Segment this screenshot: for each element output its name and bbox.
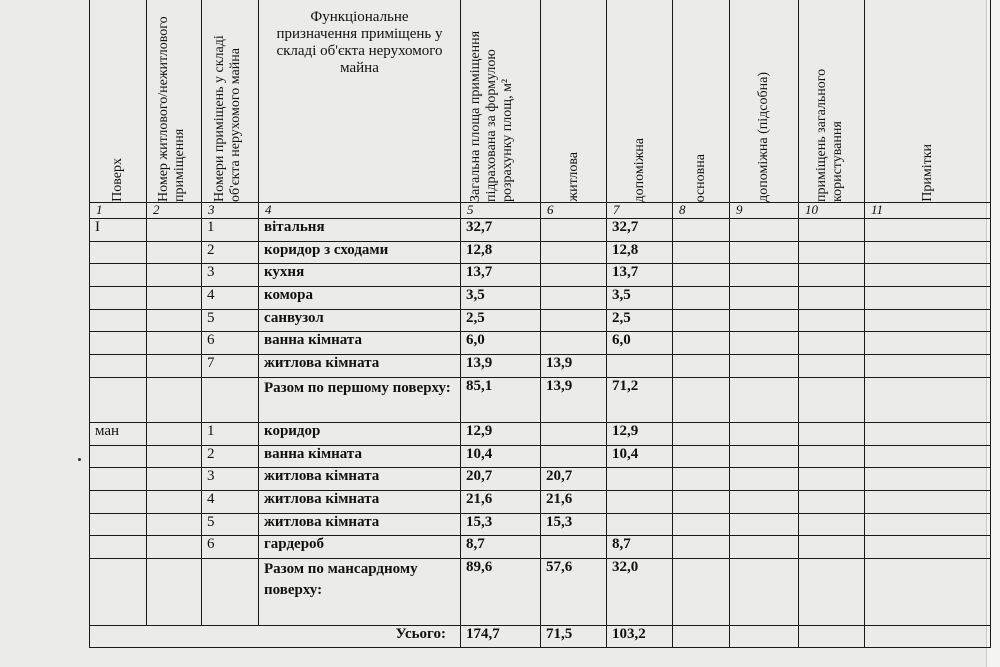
- room-name-cell: санвузол: [259, 309, 461, 332]
- empty-cell: [799, 241, 865, 264]
- empty-cell: [865, 468, 991, 491]
- empty-cell: [730, 264, 799, 287]
- aux-area-cell: 32,7: [607, 219, 673, 242]
- index-cell: 9: [730, 203, 799, 219]
- subtotal-label: Разом по мансардному поверху:: [259, 558, 461, 625]
- room-number-cell: 5: [202, 513, 259, 536]
- floor-cell: ман: [90, 422, 147, 445]
- empty-cell: [730, 219, 799, 242]
- floor-cell: [90, 513, 147, 536]
- living-area-cell: [541, 309, 607, 332]
- header-utility: допоміжна (підсобна): [730, 0, 799, 203]
- header-living: житлова: [541, 0, 607, 203]
- empty-cell: [673, 445, 730, 468]
- empty-cell: [673, 377, 730, 422]
- grand-total-row: [90, 625, 991, 647]
- empty-cell: [865, 625, 991, 647]
- empty-cell: [865, 355, 991, 378]
- room-name-cell: житлова кімната: [259, 468, 461, 491]
- empty-cell: [865, 264, 991, 287]
- header-main: основна: [673, 0, 730, 203]
- empty-cell: [730, 513, 799, 536]
- floor-cell: [90, 241, 147, 264]
- floor-cell: [90, 309, 147, 332]
- empty-cell: [673, 219, 730, 242]
- grand-total-area: 174,7: [461, 625, 541, 647]
- aux-area-cell: 10,4: [607, 445, 673, 468]
- empty-cell: [673, 241, 730, 264]
- empty-cell: [673, 558, 730, 625]
- empty-cell: [865, 309, 991, 332]
- room-number-cell: 7: [202, 355, 259, 378]
- empty-cell: [673, 355, 730, 378]
- aux-area-cell: 8,7: [607, 536, 673, 559]
- header-row: [90, 0, 991, 203]
- empty-cell: [730, 468, 799, 491]
- table-row: [90, 309, 991, 332]
- empty-cell: [730, 558, 799, 625]
- living-area-cell: [541, 332, 607, 355]
- subtotal-row: [90, 558, 991, 625]
- index-cell: 1: [90, 203, 147, 219]
- premises-cell: [147, 332, 202, 355]
- empty-cell: [799, 625, 865, 647]
- floor-cell: [90, 445, 147, 468]
- header-notes: Примітки: [865, 0, 991, 203]
- table-row: [90, 536, 991, 559]
- subtotal-total: 89,6: [461, 558, 541, 625]
- aux-area-cell: [607, 355, 673, 378]
- table-row: [90, 422, 991, 445]
- room-number-cell: 4: [202, 490, 259, 513]
- room-name-cell: житлова кімната: [259, 490, 461, 513]
- room-name-cell: коридор: [259, 422, 461, 445]
- empty-cell: [799, 422, 865, 445]
- living-area-cell: [541, 422, 607, 445]
- empty-cell: [673, 625, 730, 647]
- table-row: [90, 287, 991, 310]
- header-floor: Поверх: [90, 0, 147, 203]
- header-total-area: Загальна площа приміщення підрахована за формулою розрахунку площ, м²: [461, 0, 541, 203]
- index-cell: 3: [202, 203, 259, 219]
- floor-cell: I: [90, 219, 147, 242]
- total-area-cell: 2,5: [461, 309, 541, 332]
- empty-cell: [865, 422, 991, 445]
- total-area-cell: 6,0: [461, 332, 541, 355]
- table-row: [90, 332, 991, 355]
- empty-cell: [730, 355, 799, 378]
- living-area-cell: 15,3: [541, 513, 607, 536]
- living-area-cell: [541, 536, 607, 559]
- empty-cell: [865, 241, 991, 264]
- empty-cell: [673, 468, 730, 491]
- floor-cell: [90, 332, 147, 355]
- total-area-cell: 15,3: [461, 513, 541, 536]
- empty-cell: [799, 355, 865, 378]
- room-number-cell: 6: [202, 332, 259, 355]
- empty-cell: [799, 332, 865, 355]
- empty-cell: [799, 287, 865, 310]
- living-area-cell: [541, 219, 607, 242]
- living-area-cell: [541, 287, 607, 310]
- empty-cell: [865, 536, 991, 559]
- empty-cell: [673, 332, 730, 355]
- aux-area-cell: 12,8: [607, 241, 673, 264]
- index-row: [90, 203, 991, 219]
- empty-cell: [799, 536, 865, 559]
- total-area-cell: 12,9: [461, 422, 541, 445]
- room-name-cell: житлова кімната: [259, 513, 461, 536]
- total-area-cell: 13,7: [461, 264, 541, 287]
- premises-cell: [147, 445, 202, 468]
- empty-cell: [673, 309, 730, 332]
- room-number-cell: 2: [202, 445, 259, 468]
- subtotal-label: Разом по першому поверху:: [259, 377, 461, 422]
- empty-cell: [799, 377, 865, 422]
- living-area-cell: [541, 241, 607, 264]
- premises-cell: [147, 536, 202, 559]
- living-area-cell: 21,6: [541, 490, 607, 513]
- empty-cell: [799, 445, 865, 468]
- total-area-cell: 10,4: [461, 445, 541, 468]
- index-cell: 11: [865, 203, 991, 219]
- table-row: [90, 490, 991, 513]
- subtotal-row: [90, 377, 991, 422]
- floor-cell: [90, 355, 147, 378]
- premises-cell: [147, 377, 202, 422]
- index-cell: 8: [673, 203, 730, 219]
- floor-cell: [90, 536, 147, 559]
- empty-cell: [730, 287, 799, 310]
- aux-area-cell: [607, 490, 673, 513]
- empty-cell: [799, 490, 865, 513]
- table-row: [90, 355, 991, 378]
- empty-cell: [799, 309, 865, 332]
- subtotal-total: 85,1: [461, 377, 541, 422]
- empty-cell: [673, 287, 730, 310]
- empty-cell: [730, 490, 799, 513]
- header-premises-number: Номер житлового/нежитлового приміщення: [147, 0, 202, 203]
- aux-area-cell: [607, 468, 673, 491]
- empty-cell: [730, 536, 799, 559]
- empty-cell: [730, 625, 799, 647]
- empty-cell: [730, 309, 799, 332]
- subtotal-aux: 32,0: [607, 558, 673, 625]
- room-name-cell: вітальня: [259, 219, 461, 242]
- floor-cell: [90, 490, 147, 513]
- premises-cell: [147, 468, 202, 491]
- table-row: [90, 513, 991, 536]
- room-number-cell: 6: [202, 536, 259, 559]
- floor-cell: [90, 558, 147, 625]
- total-area-cell: 12,8: [461, 241, 541, 264]
- living-area-cell: [541, 264, 607, 287]
- empty-cell: [730, 377, 799, 422]
- room-name-cell: житлова кімната: [259, 355, 461, 378]
- explication-table: [89, 0, 991, 648]
- room-name-cell: ванна кімната: [259, 332, 461, 355]
- header-auxiliary: допоміжна: [607, 0, 673, 203]
- index-cell: 6: [541, 203, 607, 219]
- header-room-numbers: Номери приміщень у складі об'єкта нерухомого майна: [202, 0, 259, 203]
- floor-cell: [90, 287, 147, 310]
- index-cell: 5: [461, 203, 541, 219]
- subtotal-aux: 71,2: [607, 377, 673, 422]
- premises-cell: [147, 558, 202, 625]
- room-name-cell: ванна кімната: [259, 445, 461, 468]
- total-area-cell: 8,7: [461, 536, 541, 559]
- room-number-cell: 4: [202, 287, 259, 310]
- room-number-cell: 2: [202, 241, 259, 264]
- empty-cell: [865, 219, 991, 242]
- table-row: [90, 468, 991, 491]
- room-name-cell: коридор з сходами: [259, 241, 461, 264]
- empty-cell: [673, 264, 730, 287]
- grand-total-living: 71,5: [541, 625, 607, 647]
- table-row: [90, 445, 991, 468]
- room-number-cell: 3: [202, 264, 259, 287]
- empty-cell: [730, 332, 799, 355]
- room-number-cell: [202, 377, 259, 422]
- empty-cell: [730, 422, 799, 445]
- empty-cell: [673, 536, 730, 559]
- table-row: [90, 241, 991, 264]
- empty-cell: [799, 513, 865, 536]
- subtotal-living: 13,9: [541, 377, 607, 422]
- aux-area-cell: 2,5: [607, 309, 673, 332]
- room-number-cell: 5: [202, 309, 259, 332]
- aux-area-cell: 13,7: [607, 264, 673, 287]
- index-cell: 7: [607, 203, 673, 219]
- empty-cell: [673, 422, 730, 445]
- grand-total-label: Усього:: [90, 625, 461, 647]
- empty-cell: [865, 445, 991, 468]
- premises-cell: [147, 513, 202, 536]
- room-number-cell: 1: [202, 422, 259, 445]
- room-name-cell: кухня: [259, 264, 461, 287]
- empty-cell: [673, 490, 730, 513]
- living-area-cell: 13,9: [541, 355, 607, 378]
- premises-cell: [147, 422, 202, 445]
- grand-total-aux: 103,2: [607, 625, 673, 647]
- total-area-cell: 3,5: [461, 287, 541, 310]
- header-function: Функціональне призначення приміщень у складі об'єкта нерухомого майна: [259, 0, 461, 203]
- total-area-cell: 20,7: [461, 468, 541, 491]
- premises-cell: [147, 287, 202, 310]
- floor-cell: [90, 264, 147, 287]
- room-number-cell: 1: [202, 219, 259, 242]
- aux-area-cell: [607, 513, 673, 536]
- empty-cell: [730, 241, 799, 264]
- aux-area-cell: 12,9: [607, 422, 673, 445]
- room-name-cell: комора: [259, 287, 461, 310]
- empty-cell: [673, 513, 730, 536]
- table-row: [90, 219, 991, 242]
- living-area-cell: [541, 445, 607, 468]
- table-row: [90, 264, 991, 287]
- premises-cell: [147, 309, 202, 332]
- empty-cell: [799, 219, 865, 242]
- index-cell: 2: [147, 203, 202, 219]
- empty-cell: [865, 377, 991, 422]
- empty-cell: [865, 332, 991, 355]
- floor-cell: [90, 468, 147, 491]
- scan-speck: [78, 458, 81, 461]
- empty-cell: [799, 468, 865, 491]
- index-cell: 10: [799, 203, 865, 219]
- total-area-cell: 32,7: [461, 219, 541, 242]
- room-number-cell: [202, 558, 259, 625]
- empty-cell: [730, 445, 799, 468]
- total-area-cell: 13,9: [461, 355, 541, 378]
- premises-cell: [147, 355, 202, 378]
- premises-cell: [147, 264, 202, 287]
- empty-cell: [865, 490, 991, 513]
- room-number-cell: 3: [202, 468, 259, 491]
- index-cell: 4: [259, 203, 461, 219]
- empty-cell: [799, 558, 865, 625]
- aux-area-cell: 6,0: [607, 332, 673, 355]
- premises-cell: [147, 490, 202, 513]
- premises-cell: [147, 219, 202, 242]
- floor-cell: [90, 377, 147, 422]
- subtotal-living: 57,6: [541, 558, 607, 625]
- empty-cell: [865, 513, 991, 536]
- total-area-cell: 21,6: [461, 490, 541, 513]
- empty-cell: [799, 264, 865, 287]
- living-area-cell: 20,7: [541, 468, 607, 491]
- premises-cell: [147, 241, 202, 264]
- aux-area-cell: 3,5: [607, 287, 673, 310]
- room-name-cell: гардероб: [259, 536, 461, 559]
- empty-cell: [865, 287, 991, 310]
- header-common-use: приміщень загального користування: [799, 0, 865, 203]
- empty-cell: [865, 558, 991, 625]
